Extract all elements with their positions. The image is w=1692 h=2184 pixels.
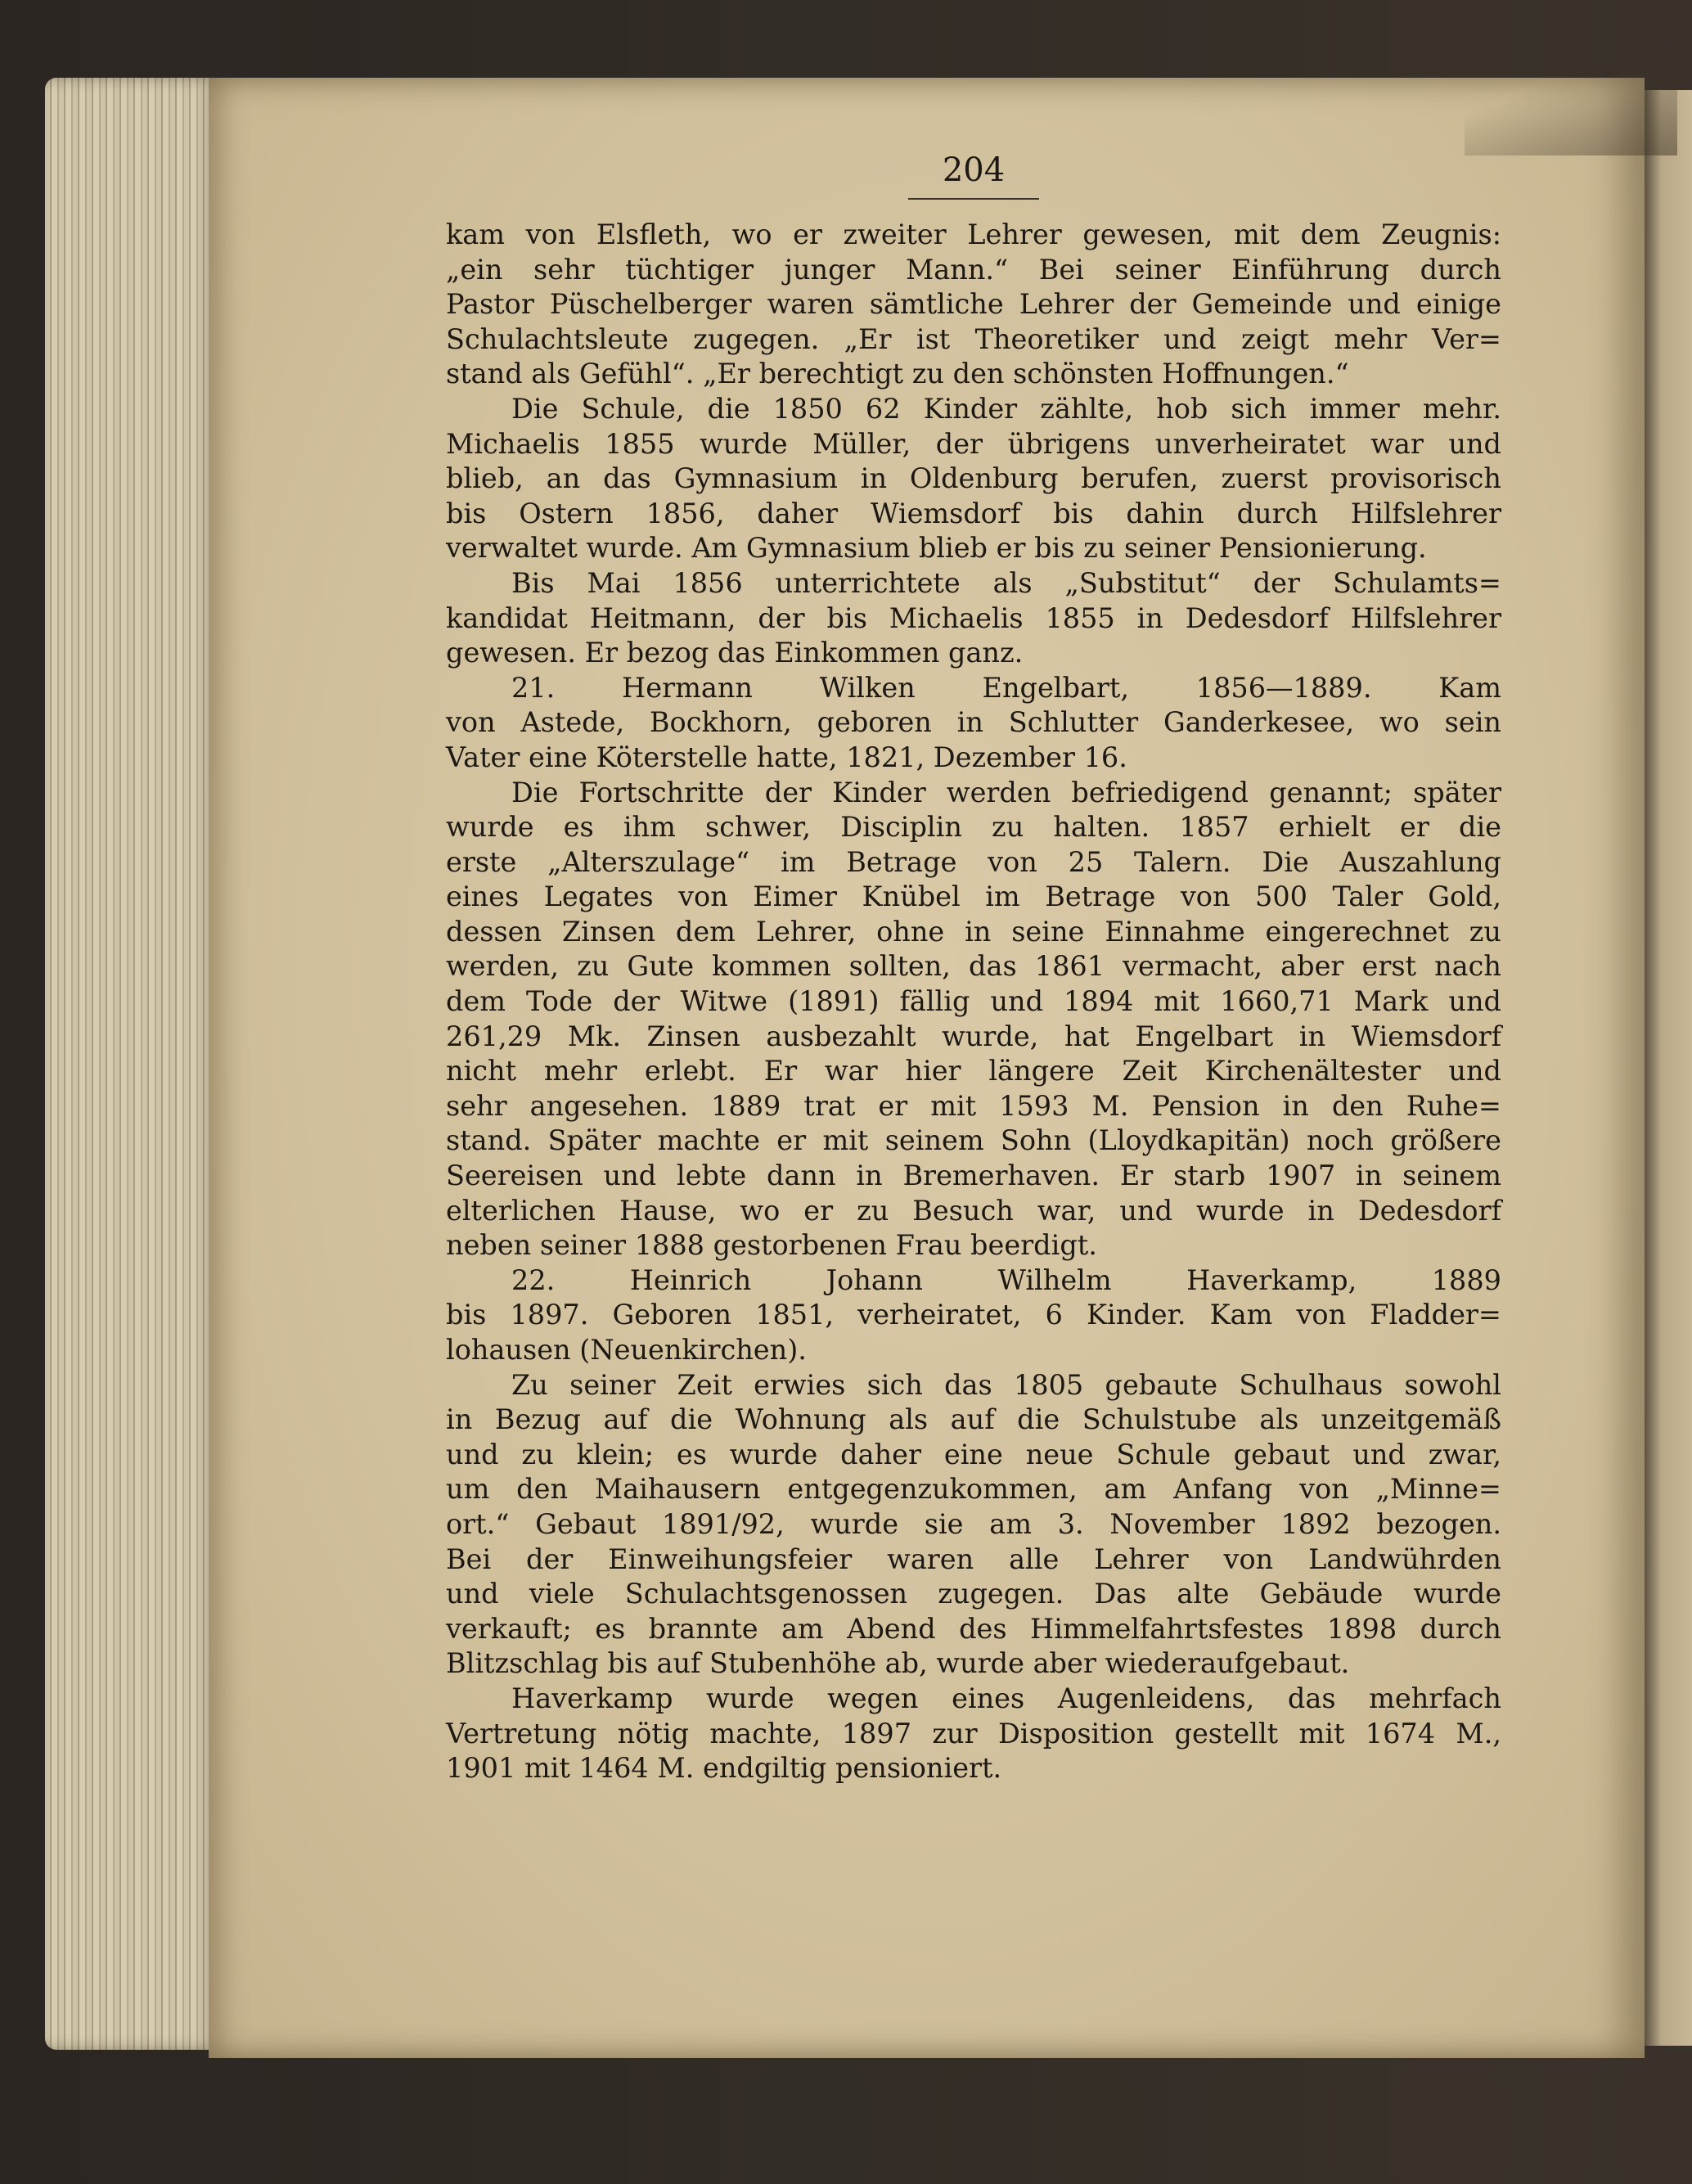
text-line: 261,29 Mk. Zinsen ausbezahlt wurde, hat Engelbart in Wiemsdorf [446,1020,1501,1052]
text-line: eines Legates von Eimer Knübel im Betrage von 500 Taler Gold, [446,880,1501,913]
text-line: bis Ostern 1856, daher Wiemsdorf bis dahin durch Hilfslehrer [446,497,1501,529]
text-line: Haverkamp wurde wegen eines Augenleidens, das mehrfach [511,1682,1501,1714]
paragraph [446,566,1501,671]
paragraph [446,1368,1501,1682]
text-line: neben seiner 1888 gestorbenen Frau beerdigt. [446,1229,1097,1262]
page-number: 204 [908,147,1039,200]
text-line: 22. Heinrich Johann Wilhelm Haverkamp, 1889 [511,1263,1501,1296]
text-line: kam von Elsfleth, wo er zweiter Lehrer gewesen, mit dem Zeugnis: [446,218,1501,250]
text-line: elterlichen Hause, wo er zu Besuch war, und wurde in Dedesdorf [446,1194,1501,1227]
text-line: und viele Schulachtsgenossen zugegen. Das alte Gebäude wurde [446,1578,1501,1610]
text-line: stand als Gefühl“. „Er berechtigt zu den schönsten Hoffnungen.“ [446,358,1349,390]
paragraph [446,392,1501,566]
text-line: kandidat Heitmann, der bis Michaelis 1855 in Dedesdorf Hilfslehrer [446,601,1501,634]
text-line: lohausen (Neuenkirchen). [446,1334,807,1366]
text-line: von Astede, Bockhorn, geboren in Schlutter Ganderkesee, wo sein [446,706,1501,739]
text-line: Blitzschlag bis auf Stubenhöhe ab, wurde aber wiederaufgebaut. [446,1647,1350,1680]
text-line: dessen Zinsen dem Lehrer, ohne in seine Einnahme eingerechnet zu [446,915,1501,948]
paragraph [446,671,1501,776]
facing-page-edge [1645,90,1692,2046]
text-line: bis 1897. Geboren 1851, verheiratet, 6 Kinder. Kam von Fladder= [446,1299,1501,1331]
text-line: Die Fortschritte der Kinder werden befriedigend genannt; später [511,776,1501,808]
text-line: nicht mehr erlebt. Er war hier längere Zeit Kirchenältester und [446,1055,1501,1087]
page-edges [45,78,221,2050]
text-line: stand. Später machte er mit seinem Sohn (Lloydkapitän) noch größere [446,1124,1501,1157]
text-line: erste „Alterszulage“ im Betrage von 25 Talern. Die Auszahlung [446,845,1501,878]
text-line: Zu seiner Zeit erwies sich das 1805 gebaute Schulhaus sowohl [511,1368,1501,1401]
text-line: sehr angesehen. 1889 trat er mit 1593 M. Pension in den Ruhe= [446,1089,1501,1122]
text-line: werden, zu Gute kommen sollten, das 1861 vermacht, aber erst nach [446,950,1501,983]
text-line: dem Tode der Witwe (1891) fällig und 1894 mit 1660,71 Mark und [446,985,1501,1018]
text-line: 21. Hermann Wilken Engelbart, 1856—1889. Kam [511,671,1501,704]
text-line: Schulachtsleute zugegen. „Er ist Theoretiker und zeigt mehr Ver= [446,322,1501,355]
text-line: Vertretung nötig machte, 1897 zur Disposition gestellt mit 1674 M., [446,1717,1501,1749]
text-body [446,218,1501,1786]
text-line: Vater eine Köterstelle hatte, 1821, Dezember 16. [446,741,1127,773]
text-line: ort.“ Gebaut 1891/92, wurde sie am 3. November 1892 bezogen. [446,1507,1501,1540]
corner-fold [1465,33,1677,155]
text-line: und zu klein; es wurde daher eine neue Schule gebaut und zwar, [446,1438,1501,1470]
text-line: Bei der Einweihungsfeier waren alle Lehrer von Landwührden [446,1542,1501,1575]
paragraph [446,218,1501,392]
paragraph [446,1682,1501,1786]
text-line: 1901 mit 1464 M. endgiltig pensioniert. [446,1752,1002,1785]
paragraph [446,776,1501,1263]
text-line: Bis Mai 1856 unterrichtete als „Substitut“ der Schulamts= [511,566,1501,599]
text-line: gewesen. Er bezog das Einkommen ganz. [446,637,1024,669]
text-line: blieb, an das Gymnasium in Oldenburg berufen, zuerst provisorisch [446,462,1501,495]
text-line: Die Schule, die 1850 62 Kinder zählte, hob sich immer mehr. [511,392,1501,425]
text-line: um den Maihausern entgegenzukommen, am Anfang von „Minne= [446,1473,1501,1506]
text-line: verkauft; es brannte am Abend des Himmelfahrtsfestes 1898 durch [446,1612,1501,1645]
paragraph [446,1263,1501,1368]
text-line: Michaelis 1855 wurde Müller, der übrigens unverheiratet war und [446,427,1501,460]
text-line: Seereisen und lebte dann in Bremerhaven. Er starb 1907 in seinem [446,1160,1501,1192]
text-line: wurde es ihm schwer, Disciplin zu halten. 1857 erhielt er die [446,811,1501,844]
text-line: in Bezug auf die Wohnung als auf die Schulstube als unzeitgemäß [446,1403,1501,1436]
text-line: Pastor Püschelberger waren sämtliche Lehrer der Gemeinde und einige [446,288,1501,321]
page-content [446,147,1501,1786]
text-line: „ein sehr tüchtiger junger Mann.“ Bei seiner Einführung durch [446,253,1501,286]
text-line: verwaltet wurde. Am Gymnasium blieb er bis zu seiner Pensionierung. [446,532,1427,565]
